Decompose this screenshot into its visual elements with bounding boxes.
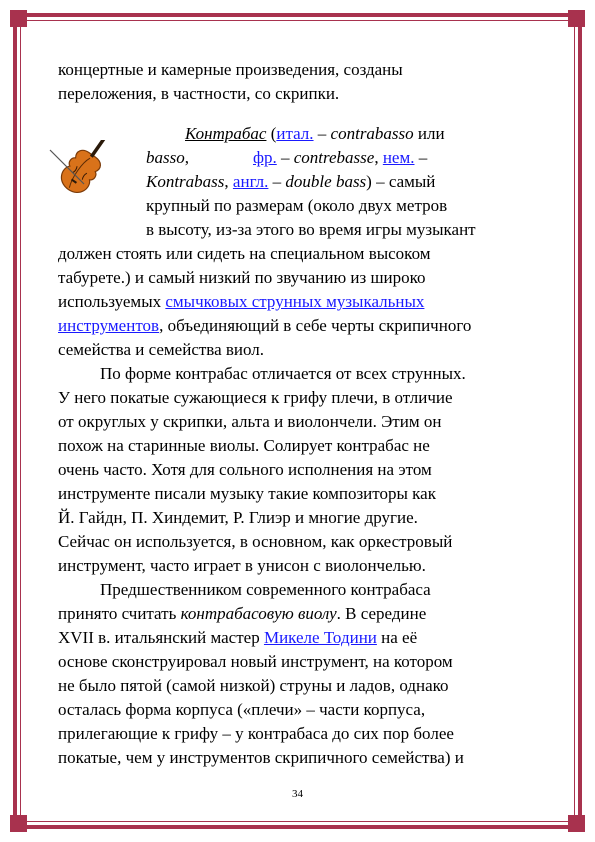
text-span: ,	[374, 148, 383, 167]
text-span: (	[266, 124, 277, 143]
paragraph-line: от округлых у скрипки, альта и виолончели. Этим он	[58, 412, 442, 431]
term-contrebasse: contrebasse	[293, 148, 375, 167]
link-bowed-instruments[interactable]: смычковых струнных музыкальных	[165, 292, 425, 311]
text-span: используемых	[58, 292, 166, 311]
term-contrabasso: contrabasso	[330, 124, 414, 143]
term-contrabass-viol: контрабасовую виолу	[180, 604, 337, 623]
paragraph-line: покатые, чем у инструментов скрипичного семейства) и	[58, 748, 464, 767]
paragraph-line: должен стоять или сидеть на специальном высоком	[58, 244, 431, 263]
paragraph-line: У него покатые сужающиеся к грифу плечи, в отличие	[58, 388, 453, 407]
paragraph-line	[58, 314, 548, 338]
paragraph-line: крупный по размерам (около двух метров	[146, 196, 448, 215]
paragraph-line: Й. Гайдн, П. Хиндемит, Р. Глиэр и многие другие.	[58, 508, 418, 527]
paragraph-line	[58, 626, 548, 650]
paragraph-line	[58, 602, 548, 626]
paragraph-line: Предшественником современного контрабаса	[100, 580, 431, 599]
text-line: концертные и камерные произведения, созданы	[58, 60, 403, 79]
link-instruments[interactable]: инструментов	[58, 316, 160, 335]
paragraph-line: похож на старинные виолы. Солирует контрабас не	[58, 436, 430, 455]
term-double-bass: double bass	[285, 172, 367, 191]
paragraph-line	[58, 290, 548, 314]
text-span: . В середине	[336, 604, 427, 623]
paragraph-line: не было пятой (самой низкой) струны и ладов, однако	[58, 676, 449, 695]
link-ital[interactable]: итал.	[276, 124, 314, 143]
text-span: XVII в. итальянский мастер	[58, 628, 264, 647]
text-span: или	[413, 124, 445, 143]
frame-corner-bottom-left	[10, 815, 27, 832]
paragraph-line	[146, 146, 595, 170]
text-span: на её	[376, 628, 418, 647]
term-basso: basso	[146, 148, 185, 167]
text-span: –	[414, 148, 428, 167]
paragraph-line: инструмент, часто играет в унисон с виолончелью.	[58, 556, 426, 575]
text-span: –	[276, 148, 294, 167]
paragraph-line: осталась форма корпуса («плечи» – части корпуса,	[58, 700, 426, 719]
term-kontrabas: Контрабас	[185, 124, 267, 143]
term-kontrabass: Kontrabass	[146, 172, 225, 191]
link-michele-todini[interactable]: Микеле Тодини	[263, 628, 377, 647]
link-fr[interactable]: фр.	[252, 148, 277, 167]
paragraph-line: в высоту, из-за этого во время игры музыкант	[146, 220, 476, 239]
page-number: 34	[292, 788, 303, 800]
link-nem[interactable]: нем.	[382, 148, 415, 167]
paragraph-line: По форме контрабас отличается от всех струнных.	[100, 364, 466, 383]
text-span: ) – самый	[366, 172, 436, 191]
frame-corner-top-right	[568, 10, 585, 27]
frame-corner-bottom-right	[568, 815, 585, 832]
text-span: принято считать	[58, 604, 181, 623]
text-span: –	[268, 172, 286, 191]
text-span: , объединяющий в себе черты скрипичного	[159, 316, 472, 335]
text-span: ,	[224, 172, 233, 191]
paragraph-line: семейства и семейства виол.	[58, 340, 265, 359]
link-angl[interactable]: англ.	[232, 172, 269, 191]
frame-corner-top-left	[10, 10, 27, 27]
text-span: –	[313, 124, 331, 143]
text-span: ,	[184, 148, 189, 167]
violin-icon	[46, 140, 136, 212]
paragraph-line: табурете.) и самый низкий по звучанию из широко	[58, 268, 426, 287]
paragraph-line: инструменте писали музыку такие композиторы как	[58, 484, 436, 503]
paragraph-line: очень часто. Хотя для сольного исполнения на этом	[58, 460, 432, 479]
text-line: переложения, в частности, со скрипки.	[58, 84, 340, 103]
paragraph-line	[185, 122, 595, 146]
paragraph-line: прилегающие к грифу – у контрабаса до сих пор более	[58, 724, 454, 743]
paragraph-line	[146, 170, 595, 194]
paragraph-line: основе сконструировал новый инструмент, на котором	[58, 652, 453, 671]
paragraph-line: Сейчас он используется, в основном, как оркестровый	[58, 532, 453, 551]
